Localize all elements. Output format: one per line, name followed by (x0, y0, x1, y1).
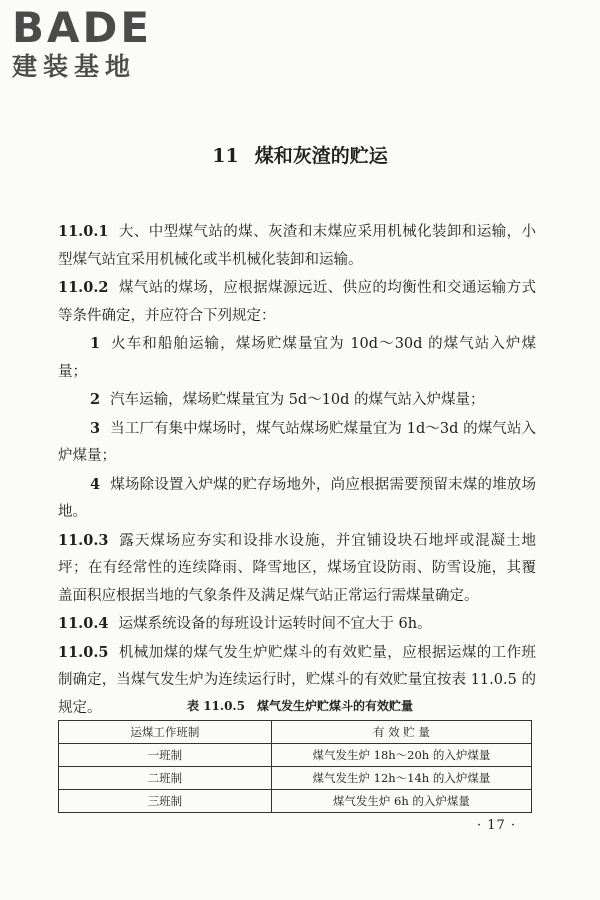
clause-number: 11.0.3 (58, 531, 109, 549)
table-cell: 煤气发生炉 6h 的入炉煤量 (271, 790, 531, 813)
logo-mark: BADE (12, 3, 153, 52)
clause-number: 11.0.1 (58, 223, 109, 240)
item-number: 1 (90, 335, 101, 352)
item-number: 2 (90, 391, 101, 408)
clause-11-0-2 (58, 274, 536, 330)
item-text: 煤场除设置入炉煤的贮存场地外，尚应根据需要预留末煤的堆放场地。 (58, 476, 536, 520)
chapter-heading (0, 143, 600, 169)
table-cell: 一班制 (59, 744, 272, 767)
page-number: · 17 · (477, 818, 517, 833)
clause-text: 运煤系统设备的每班设计运转时间不宜大于 6h。 (118, 616, 432, 632)
clause-11-0-4 (58, 610, 536, 639)
table-cell: 三班制 (59, 790, 272, 813)
clause-11-0-3 (58, 527, 536, 611)
item-text: 火车和船舶运输，煤场贮煤量宜为 10d～30d 的煤气站入炉煤量； (58, 336, 536, 380)
list-item (58, 471, 536, 527)
storage-table (58, 720, 532, 813)
chapter-number: 11 (212, 145, 239, 167)
body-text (58, 218, 536, 722)
clause-text: 机械加煤的煤气发生炉贮煤斗的有效贮量，应根据运煤的工作班制确定，当煤气发生炉为连续运行时，贮煤斗的有效贮量宜按表 11.0.5 的规定。 (58, 644, 536, 716)
clause-number: 11.0.4 (58, 615, 109, 632)
table-caption (0, 697, 600, 715)
table-header-row (59, 721, 532, 744)
clause-11-0-1 (58, 218, 536, 274)
clause-text: 煤气站的煤场，应根据煤源远近、供应的均衡性和交通运输方式等条件确定，并应符合下列规定： (58, 280, 536, 324)
clause-text: 露天煤场应夯实和设排水设施，并宜铺设块石地坪或混凝土地坪；在有经常性的连续降雨、降雪地区，煤场宜设防雨、防雪设施，其覆盖面积应根据当地的气象条件及满足煤气站正常运行需煤量确定。 (58, 532, 536, 604)
item-number: 3 (90, 419, 101, 437)
table-row (59, 790, 532, 813)
list-item (58, 386, 536, 415)
item-text: 当工厂有集中煤场时，煤气站煤场贮煤量宜为 1d～3d 的煤气站入炉煤量； (58, 420, 536, 464)
item-text: 汽车运输，煤场贮煤量宜为 5d～10d 的煤气站入炉煤量； (110, 392, 485, 408)
logo (12, 3, 153, 82)
list-item (58, 330, 536, 386)
table-caption-title: 煤气发生炉贮煤斗的有效贮量 (256, 699, 413, 713)
clause-number: 11.0.2 (58, 279, 109, 296)
table-row (59, 744, 532, 767)
table-cell: 煤气发生炉 18h～20h 的入炉煤量 (271, 744, 531, 767)
logo-subtitle: 建装基地 (12, 52, 137, 81)
clause-text: 大、中型煤气站的煤、灰渣和末煤应采用机械化装卸和运输，小型煤气站宜采用机械化或半机械化装卸和运输。 (58, 224, 536, 268)
table-header-cell: 有 效 贮 量 (271, 721, 531, 744)
list-item (58, 415, 536, 471)
table-cell: 煤气发生炉 12h～14h 的入炉煤量 (271, 767, 531, 790)
table-cell: 二班制 (59, 767, 272, 790)
chapter-title: 煤和灰渣的贮运 (254, 145, 388, 167)
table-caption-number: 表 11.0.5 (187, 699, 245, 713)
table-row (59, 767, 532, 790)
table-header-cell: 运煤工作班制 (59, 721, 272, 744)
item-number: 4 (90, 475, 101, 493)
clause-number: 11.0.5 (58, 643, 109, 661)
